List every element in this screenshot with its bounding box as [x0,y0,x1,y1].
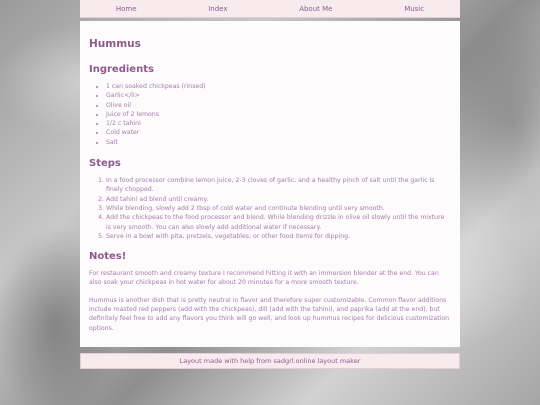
step-item: 1. In a food processor combine lemon juice, 2-3 cloves of garlic, and a healthy pinch of salt until the garlic is finely chopped. [106,176,451,195]
page-title: Hummus [89,38,141,50]
ingredient-item: • Olive oil [106,101,451,110]
nav-link-index[interactable]: Index [208,4,228,13]
ingredient-item: • 1 can soaked chickpeas (rinsed) [106,82,451,91]
ingredients-list [89,82,451,147]
steps-heading: Steps [89,158,121,170]
footer-credit: Layout made with help from sadgrl.online layout maker [179,357,361,365]
footer [80,353,460,369]
step-item: 5. Serve in a bowl with pita, pretzels, vegetables, or other food items for dipping. [106,232,451,241]
ingredients-heading: Ingredients [89,64,154,75]
ingredient-item: • Cold water [106,128,451,137]
step-item: 3. While blending, slowly add 2 tbsp of cold water and continute blending until very smooth. [106,204,451,213]
step-item: 2. Add tahini ad blend until creamy. [106,195,451,204]
notes-paragraph: For restaurant smooth and creamy texture I recommend hitting it with an immersion blender at the end. You can also soak your chickpeas in hot water for about 20 minutes for a more smooth texture. [89,270,439,287]
notes-heading: Notes! [89,251,127,263]
nav-link-home[interactable]: Home [115,4,137,13]
ingredient-item: • Juice of 2 lemons [106,110,451,119]
ingredient-item: • Salt [106,138,451,147]
steps-list [89,176,451,241]
nav-link-about-me[interactable]: About Me [299,4,333,13]
notes-paragraph: Hummus is another dish that is pretty neutral in flavor and therefore super customizable. Common flavor additions include roasted red peppers (add with the chickpeas), dill (add with the tahini), and paprika (add at the end), but definitely feel free to add any flavors you think will go well, and look up hummus recipes for delicious customization options. [89,296,450,332]
top-nav [80,0,460,18]
ingredient-item: • 1/2 c tahini [106,119,451,128]
main-content [80,21,460,347]
step-item: 4. Add the chickpeas to the food processor and blend. While blending drizzle in olive oil slowly until the mixture is very smooth. You can also slowly add additional water if necessary. [106,213,451,232]
ingredient-item: • Garlic</li> [106,91,451,100]
nav-link-music[interactable]: Music [404,4,425,13]
